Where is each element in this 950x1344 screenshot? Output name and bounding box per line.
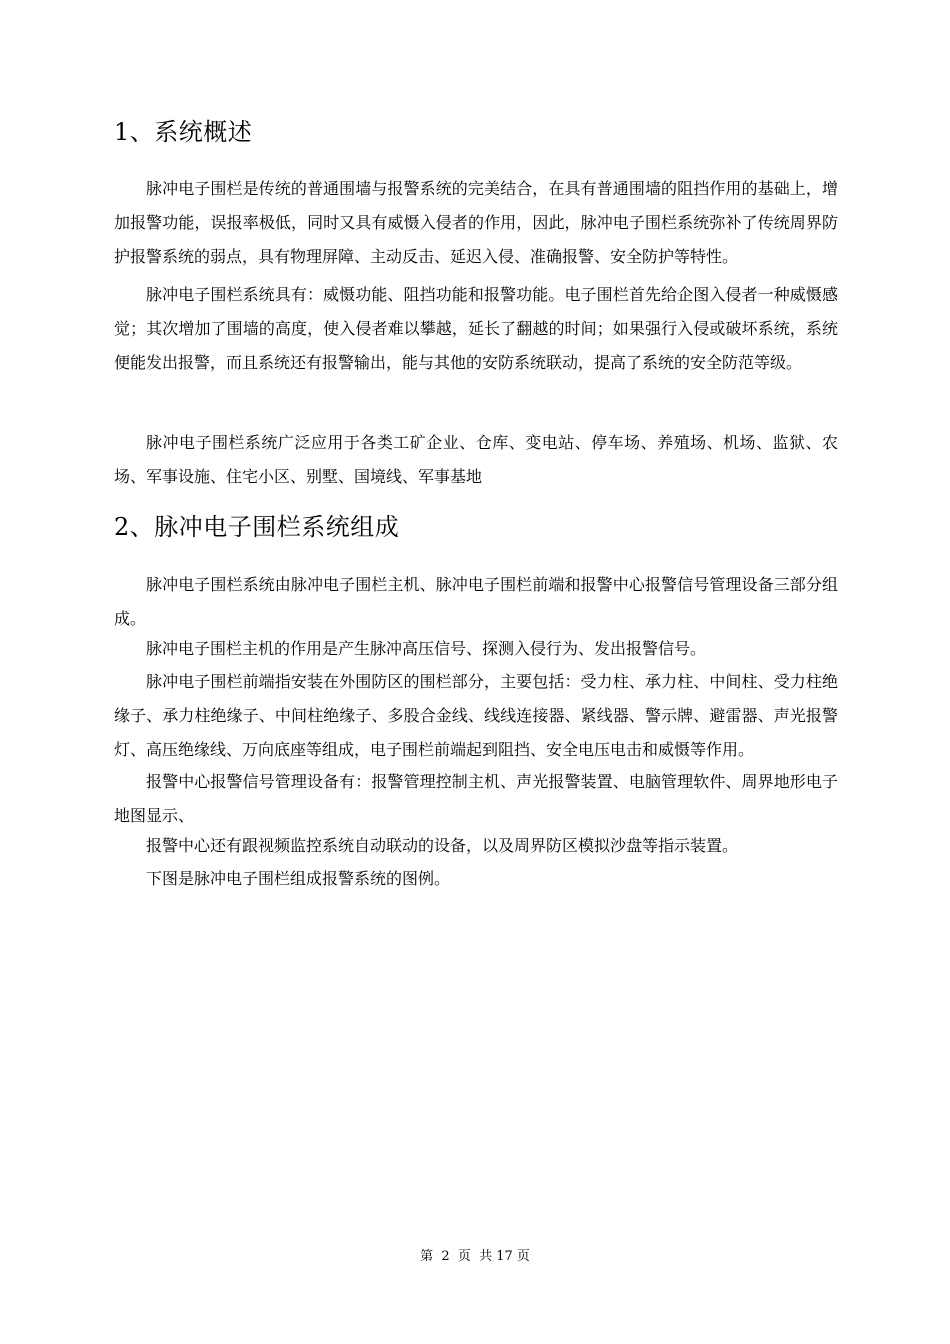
section-heading-overview: 1、系统概述 [114,118,253,146]
paragraph-composition: 脉冲电子围栏系统由脉冲电子围栏主机、脉冲电子围栏前端和报警中心报警信号管理设备三部分组成。 [114,575,838,628]
page-number-footer: 第 2 页 共 17 页 [420,1249,530,1264]
section-heading-composition: 2、脉冲电子围栏系统组成 [114,513,400,541]
paragraph-host-function: 脉冲电子围栏主机的作用是产生脉冲高压信号、探测入侵行为、发出报警信号。 [146,639,707,658]
paragraph-linkage: 报警中心还有跟视频监控系统自动联动的设备，以及周界防区模拟沙盘等指示装置。 [146,836,739,855]
paragraph-intro: 脉冲电子围栏是传统的普通围墙与报警系统的完美结合，在具有普通围墙的阻挡作用的基础上，增加报警功能，误报率极低，同时又具有威慑入侵者的作用，因此，脉冲电子围栏系统弥补了传统周界防护报警系统的弱点，具有物理屏障、主动反击、延迟入侵、准确报警、安全防护等特性。 [114,179,838,266]
paragraph-functions: 脉冲电子围栏系统具有：威慑功能、阻挡功能和报警功能。电子围栏首先给企图入侵者一种威慑感觉；其次增加了围墙的高度，使入侵者难以攀越，延长了翻越的时间；如果强行入侵或破坏系统，系统便能发出报警，而且系统还有报警输出，能与其他的安防系统联动，提高了系统的安全防范等级。 [114,285,838,372]
paragraph-alarm-center: 报警中心报警信号管理设备有：报警管理控制主机、声光报警装置、电脑管理软件、周界地形电子地图显示、 [114,772,838,825]
paragraph-applications: 脉冲电子围栏系统广泛应用于各类工矿企业、仓库、变电站、停车场、养殖场、机场、监狱、农场、军事设施、住宅小区、别墅、国境线、军事基地 [114,433,838,486]
paragraph-figure-intro: 下图是脉冲电子围栏组成报警系统的图例。 [146,869,451,888]
paragraph-front-end: 脉冲电子围栏前端指安装在外围防区的围栏部分，主要包括：受力柱、承力柱、中间柱、受力柱绝缘子、承力柱绝缘子、中间柱绝缘子、多股合金线、线线连接器、紧线器、警示牌、避雷器、声光报警灯、高压绝缘线、万向底座等组成，电子围栏前端起到阻挡、安全电压电击和威慑等作用。 [114,672,838,759]
